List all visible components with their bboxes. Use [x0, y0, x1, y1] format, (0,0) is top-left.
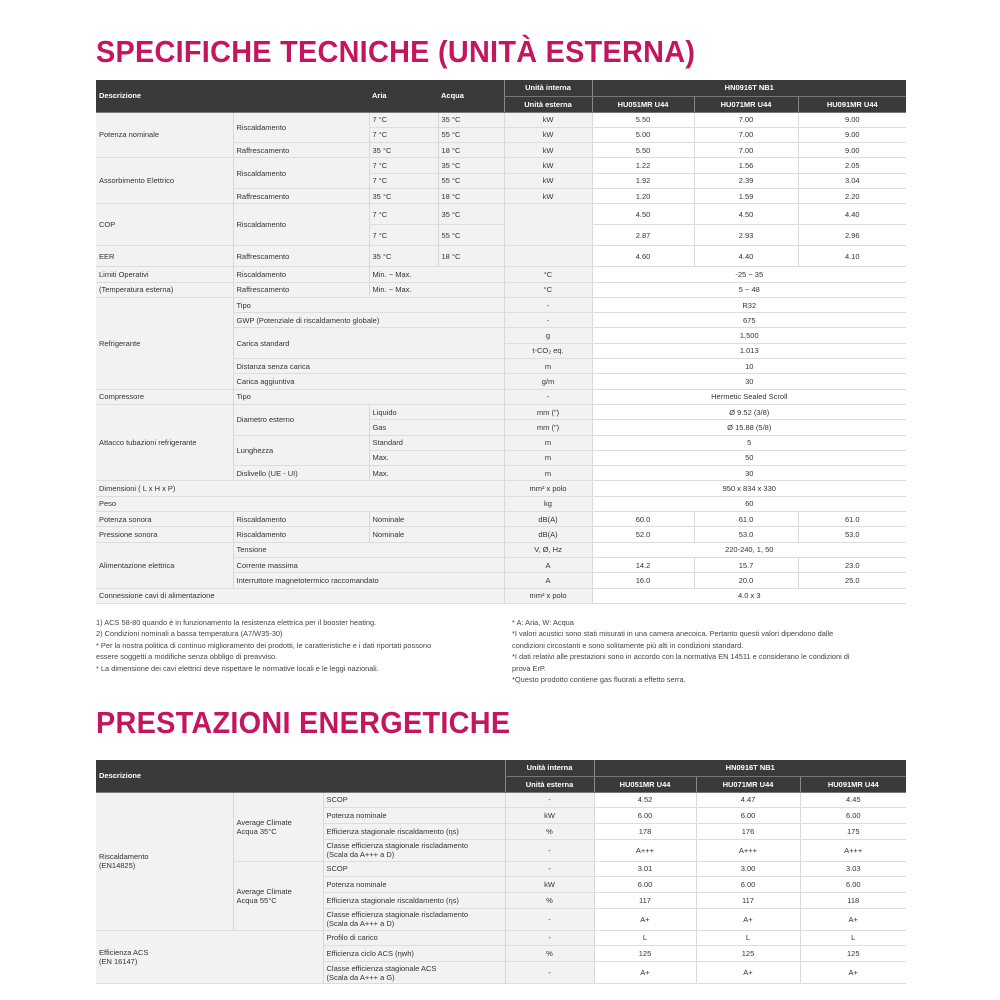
cell-value: 9.00: [798, 112, 906, 127]
cell-value: 61.0: [694, 512, 798, 527]
table-row: [96, 512, 906, 527]
footnote: * A: Aria, W: Acqua: [512, 618, 574, 627]
cell-value: 2.87: [592, 225, 694, 246]
cell-metric: SCOP: [323, 792, 505, 808]
cell-subtype: Standard: [369, 435, 504, 450]
cell-unit: -: [504, 297, 592, 312]
cell-unit: mm² x polo: [504, 588, 592, 603]
cell-aria: 35 °C: [369, 143, 438, 158]
cell-value: Hermetic Sealed Scroll: [592, 389, 906, 404]
cell-unit: kg: [504, 496, 592, 511]
cell-unit: °C: [504, 267, 592, 282]
footnote: essere soggetti a modifiche senza obbligo di preavviso.: [96, 652, 278, 662]
cell-metric-line: (Scala da A+++ a D): [326, 919, 395, 929]
cell-unit: °C: [504, 282, 592, 297]
cell-metric-line: Classe efficienza stagionale riscladamento: [326, 841, 469, 851]
row-label: Refrigerante: [96, 297, 233, 389]
row-label: EER: [96, 246, 233, 267]
cell-unit: g/m: [504, 374, 592, 389]
cell-unit: -: [505, 861, 594, 877]
cell-value: 6.00: [594, 808, 696, 824]
cell-unit: -: [504, 313, 592, 328]
header-descrizione: Descrizione: [96, 80, 369, 112]
cell-value: 9.00: [798, 127, 906, 142]
cell-subtype: Nominale: [369, 527, 504, 542]
cell-aria: 7 °C: [369, 225, 438, 246]
cell-unit: mm² x polo: [504, 481, 592, 496]
cell-value: 52.0: [592, 527, 694, 542]
cell-metric-line: (Scala da A+++ a G): [326, 972, 395, 982]
cell-value: 10: [592, 359, 906, 374]
cell-unit: kW: [504, 158, 592, 173]
table-row: [96, 389, 906, 404]
cell-value: 125: [696, 946, 800, 962]
table-row: [96, 158, 906, 173]
cell-value: 2.39: [694, 173, 798, 188]
row-label: [96, 792, 233, 930]
cell-value: 9.00: [798, 143, 906, 158]
row-sublabel: Raffrescamento: [233, 188, 369, 203]
cell-value: 125: [800, 946, 906, 962]
header-model-outdoor: HU091MR U44: [800, 776, 906, 792]
row-sublabel-line: Acqua 55°C: [236, 895, 277, 905]
cell-value: 3.01: [594, 861, 696, 877]
row-label: Potenza sonora: [96, 512, 233, 527]
header-unita-esterna: Unità esterna: [505, 776, 594, 792]
cell-unit: -: [505, 792, 594, 808]
table-row: [96, 267, 906, 282]
cell-metric: Efficienza ciclo ACS (ηwh): [323, 946, 505, 962]
footnote: * Per la nostra politica di continuo miglioramento dei prodotti, le caratteristiche e i dati riportati possono: [96, 640, 432, 650]
cell-value: 118: [800, 892, 906, 908]
cell-metric: Efficienza stagionale riscaldamento (ηs): [323, 823, 505, 839]
cell-subtype: Max.: [369, 450, 504, 465]
table-row: [96, 527, 906, 542]
row-sublabel: Tipo: [233, 389, 504, 404]
cell-unit: m: [504, 435, 592, 450]
cell-unit: m: [504, 466, 592, 481]
header-model-indoor: HN0916T NB1: [594, 760, 906, 776]
spec-header-row: [96, 80, 906, 96]
cell-value: 950 x 834 x 330: [592, 481, 906, 496]
row-label: Compressore: [96, 389, 233, 404]
perf-table: [96, 760, 906, 984]
table-row: [96, 496, 906, 511]
row-label: [96, 930, 323, 983]
row-sublabel: Dislivello (UE - UI): [233, 466, 369, 481]
cell-value: 4.50: [694, 204, 798, 225]
footnote: condizioni circostanti e sono solitamente più alti in condizioni standard.: [512, 640, 744, 650]
cell-value: 53.0: [798, 527, 906, 542]
perf-title: PRESTAZIONI ENERGETICHE: [96, 705, 511, 740]
cell-metric: Efficienza stagionale riscaldamento (ηs): [323, 892, 505, 908]
cell-value: 1.20: [592, 188, 694, 203]
cell-value: L: [800, 930, 906, 946]
cell-value: 5.50: [592, 112, 694, 127]
cell-unit: A: [504, 573, 592, 588]
cell-value: 4.40: [694, 246, 798, 267]
cell-subtype: Gas: [369, 420, 504, 435]
table-row: [96, 112, 906, 127]
cell-value: Ø 9.52 (3/8): [592, 404, 906, 419]
cell-subtype: Liquido: [369, 404, 504, 419]
cell-value: 16.0: [592, 573, 694, 588]
footnote: * La dimensione dei cavi elettrici deve rispettare le normative locali e le leggi nazionali.: [96, 663, 379, 673]
perf-header-row: [96, 760, 906, 776]
footnotes-right: [512, 617, 912, 685]
cell-unit: kW: [505, 877, 594, 893]
cell-value: 1.56: [694, 158, 798, 173]
cell-unit: g: [504, 328, 592, 343]
cell-metric-line: Classe efficienza stagionale riscladamento: [326, 910, 469, 920]
cell-metric: SCOP: [323, 861, 505, 877]
cell-value: 176: [696, 823, 800, 839]
cell-value: A+: [696, 908, 800, 930]
cell-unit: [504, 204, 592, 246]
row-label: Limiti Operativi: [96, 267, 233, 282]
cell-subtype: Max.: [369, 466, 504, 481]
row-label: Peso: [96, 496, 504, 511]
row-sublabel: Lunghezza: [233, 435, 369, 466]
cell-value: 60.0: [592, 512, 694, 527]
table-row: [96, 282, 906, 297]
cell-unit: %: [505, 946, 594, 962]
cell-value: A+: [800, 962, 906, 984]
row-sublabel: Riscaldamento: [233, 527, 369, 542]
cell-value: 60: [592, 496, 906, 511]
row-sublabel: Tipo: [233, 297, 504, 312]
table-row: [96, 930, 906, 946]
cell-value: 4.0 x 3: [592, 588, 906, 603]
cell-range: Min. ~ Max.: [369, 267, 504, 282]
cell-unit: -: [505, 962, 594, 984]
cell-range: Min. ~ Max.: [369, 282, 504, 297]
row-sublabel: Interruttore magnetotermico raccomandato: [233, 573, 504, 588]
row-label-line: (EN14825): [99, 861, 136, 871]
cell-value: 117: [594, 892, 696, 908]
row-label-line: Efficienza ACS: [99, 947, 149, 957]
cell-value: 7.00: [694, 112, 798, 127]
table-row: [96, 792, 906, 808]
cell-unit: [504, 246, 592, 267]
header-descrizione: Descrizione: [96, 760, 505, 792]
cell-unit: -: [504, 389, 592, 404]
cell-value: 6.00: [594, 877, 696, 893]
cell-unit: kW: [504, 143, 592, 158]
cell-acqua: 35 °C: [438, 204, 504, 225]
row-label: Dimensioni ( L x H x P): [96, 481, 504, 496]
cell-value: 175: [800, 823, 906, 839]
footnotes-left: [96, 617, 496, 674]
cell-value: 4.40: [798, 204, 906, 225]
cell-unit: kW: [504, 127, 592, 142]
cell-value: 53.0: [694, 527, 798, 542]
footnote: 2) Condizioni nominali a bassa temperatura (A7/W35-30): [96, 629, 283, 639]
cell-aria: 7 °C: [369, 112, 438, 127]
cell-acqua: 35 °C: [438, 158, 504, 173]
cell-value: 61.0: [798, 512, 906, 527]
cell-unit: m: [504, 359, 592, 374]
cell-value: L: [696, 930, 800, 946]
row-label: Alimentazione elettrica: [96, 542, 233, 588]
cell-value: -25 ~ 35: [592, 267, 906, 282]
row-label: Assorbimento Elettrico: [96, 158, 233, 204]
header-model-outdoor: HU071MR U44: [696, 776, 800, 792]
cell-unit: -: [505, 839, 594, 861]
table-row: [96, 246, 906, 267]
cell-metric: [323, 962, 505, 984]
cell-value: A+: [696, 962, 800, 984]
row-sublabel: Riscaldamento: [233, 267, 369, 282]
cell-value: 1.22: [592, 158, 694, 173]
row-label-line: Riscaldamento: [99, 852, 149, 862]
cell-unit: kW: [504, 188, 592, 203]
cell-value: A+++: [696, 839, 800, 861]
cell-value: 1.013: [592, 343, 906, 358]
cell-value: 15.7: [694, 557, 798, 572]
cell-value: 6.00: [696, 877, 800, 893]
cell-unit: V, Ø, Hz: [504, 542, 592, 557]
cell-unit: t-CO₂ eq.: [504, 343, 592, 358]
cell-value: 220-240, 1, 50: [592, 542, 906, 557]
cell-value: 4.52: [594, 792, 696, 808]
cell-value: Ø 15.88 (5/8): [592, 420, 906, 435]
cell-value: 14.2: [592, 557, 694, 572]
cell-acqua: 18 °C: [438, 188, 504, 203]
cell-unit: kW: [504, 173, 592, 188]
header-model-outdoor: HU051MR U44: [594, 776, 696, 792]
cell-acqua: 18 °C: [438, 143, 504, 158]
header-unita-esterna: Unità esterna: [504, 96, 592, 112]
cell-value: 4.45: [800, 792, 906, 808]
row-sublabel: [233, 861, 323, 930]
cell-unit: m: [504, 450, 592, 465]
row-sublabel: Riscaldamento: [233, 158, 369, 189]
table-row: [96, 404, 906, 419]
cell-value: 5.00: [592, 127, 694, 142]
footnote: *I dati relativi alle prestazioni sono in accordo con la normativa EN 14511 e considerano le condizioni di: [512, 652, 850, 662]
row-sublabel-line: Average Climate: [236, 886, 292, 896]
cell-acqua: 55 °C: [438, 173, 504, 188]
cell-aria: 7 °C: [369, 127, 438, 142]
cell-unit: %: [505, 823, 594, 839]
cell-acqua: 35 °C: [438, 112, 504, 127]
cell-unit: mm ("): [504, 420, 592, 435]
row-sublabel: Riscaldamento: [233, 512, 369, 527]
cell-metric: Potenza nominale: [323, 808, 505, 824]
cell-value: 178: [594, 823, 696, 839]
row-sublabel: Raffrescamento: [233, 246, 369, 267]
cell-value: A+++: [594, 839, 696, 861]
row-sublabel: Carica standard: [233, 328, 504, 359]
row-label-line: (EN 16147): [99, 956, 138, 966]
cell-value: A+++: [800, 839, 906, 861]
cell-value: 7.00: [694, 127, 798, 142]
cell-value: 23.0: [798, 557, 906, 572]
header-unita-interna: Unità interna: [504, 80, 592, 96]
cell-value: 5 ~ 48: [592, 282, 906, 297]
cell-aria: 7 °C: [369, 204, 438, 225]
table-row: [96, 204, 906, 225]
cell-value: 25.0: [798, 573, 906, 588]
cell-value: 3.03: [800, 861, 906, 877]
cell-value: 7.00: [694, 143, 798, 158]
cell-value: R32: [592, 297, 906, 312]
cell-value: 6.00: [800, 808, 906, 824]
cell-metric: Potenza nominale: [323, 877, 505, 893]
cell-value: L: [594, 930, 696, 946]
cell-aria: 7 °C: [369, 173, 438, 188]
row-sublabel-line: Average Climate: [236, 817, 292, 827]
row-sublabel: Riscaldamento: [233, 204, 369, 246]
cell-unit: dB(A): [504, 527, 592, 542]
cell-subtype: Nominale: [369, 512, 504, 527]
footnote: prova ErP.: [512, 663, 546, 673]
row-sublabel-line: Acqua 35°C: [236, 826, 277, 836]
cell-value: 125: [594, 946, 696, 962]
row-sublabel: Tensione: [233, 542, 504, 557]
cell-value: 6.00: [800, 877, 906, 893]
row-label: (Temperatura esterna): [96, 282, 233, 297]
table-row: [96, 542, 906, 557]
row-sublabel: Raffrescamento: [233, 143, 369, 158]
header-aria: Aria: [369, 80, 438, 112]
cell-value: 2.93: [694, 225, 798, 246]
cell-unit: kW: [504, 112, 592, 127]
row-sublabel: Riscaldamento: [233, 112, 369, 143]
cell-unit: -: [505, 908, 594, 930]
cell-value: 30: [592, 466, 906, 481]
row-sublabel: Distanza senza carica: [233, 359, 504, 374]
cell-value: A+: [594, 962, 696, 984]
table-row: [96, 481, 906, 496]
footnote: *Questo prodotto contiene gas fluorati a effetto serra.: [512, 675, 686, 685]
spec-table: [96, 80, 906, 604]
cell-unit: %: [505, 892, 594, 908]
row-sublabel: Corrente massima: [233, 557, 504, 572]
footnote: 1) ACS 58-80 quando è in funzionamento la resistenza elettrica per il booster heating.: [96, 618, 377, 627]
cell-value: 675: [592, 313, 906, 328]
table-row: [96, 588, 906, 603]
cell-value: 4.50: [592, 204, 694, 225]
table-row: [96, 297, 906, 312]
cell-acqua: 18 °C: [438, 246, 504, 267]
cell-value: 6.00: [696, 808, 800, 824]
row-label: COP: [96, 204, 233, 246]
cell-value: 4.10: [798, 246, 906, 267]
cell-unit: A: [504, 557, 592, 572]
cell-value: 2.96: [798, 225, 906, 246]
header-model-outdoor: HU071MR U44: [694, 96, 798, 112]
row-label: Pressione sonora: [96, 527, 233, 542]
cell-aria: 35 °C: [369, 246, 438, 267]
cell-unit: -: [505, 930, 594, 946]
cell-value: 30: [592, 374, 906, 389]
header-model-outdoor: HU091MR U44: [798, 96, 906, 112]
cell-metric-line: (Scala da A+++ a D): [326, 850, 395, 860]
cell-value: 50: [592, 450, 906, 465]
cell-metric: [323, 839, 505, 861]
row-sublabel: GWP (Potenziale di riscaldamento globale): [233, 313, 504, 328]
cell-value: 1,500: [592, 328, 906, 343]
cell-unit: dB(A): [504, 512, 592, 527]
cell-value: 20.0: [694, 573, 798, 588]
cell-value: 2.05: [798, 158, 906, 173]
cell-aria: 7 °C: [369, 158, 438, 173]
cell-acqua: 55 °C: [438, 225, 504, 246]
cell-metric: Profilo di carico: [323, 930, 505, 946]
cell-value: 5: [592, 435, 906, 450]
row-label: Potenza nominale: [96, 112, 233, 158]
cell-value: 1.59: [694, 188, 798, 203]
spec-title: SPECIFICHE TECNICHE (UNITÀ ESTERNA): [96, 34, 696, 69]
cell-value: 3.00: [696, 861, 800, 877]
row-sublabel: Raffrescamento: [233, 282, 369, 297]
row-sublabel: Carica aggiuntiva: [233, 374, 504, 389]
cell-value: A+: [800, 908, 906, 930]
cell-value: 3.04: [798, 173, 906, 188]
header-model-indoor: HN0916T NB1: [592, 80, 906, 96]
cell-metric: [323, 908, 505, 930]
header-unita-interna: Unità interna: [505, 760, 594, 776]
cell-acqua: 55 °C: [438, 127, 504, 142]
cell-value: 2.20: [798, 188, 906, 203]
row-sublabel: Diametro esterno: [233, 404, 369, 435]
row-label: Connessione cavi di alimentazione: [96, 588, 504, 603]
cell-value: 117: [696, 892, 800, 908]
header-acqua: Acqua: [438, 80, 504, 112]
cell-metric-line: Classe efficienza stagionale ACS: [326, 963, 437, 973]
footnote: *I valori acustici sono stati misurati in una camera anecoica. Pertanto questi valori dipendono dalle: [512, 629, 834, 639]
cell-value: 5.50: [592, 143, 694, 158]
cell-unit: mm ("): [504, 404, 592, 419]
cell-aria: 35 °C: [369, 188, 438, 203]
cell-value: 4.47: [696, 792, 800, 808]
row-sublabel: [233, 792, 323, 861]
row-label: Attacco tubazioni refrigerante: [96, 404, 233, 480]
cell-value: 4.60: [592, 246, 694, 267]
cell-value: 1.92: [592, 173, 694, 188]
cell-unit: kW: [505, 808, 594, 824]
header-model-outdoor: HU051MR U44: [592, 96, 694, 112]
cell-value: A+: [594, 908, 696, 930]
